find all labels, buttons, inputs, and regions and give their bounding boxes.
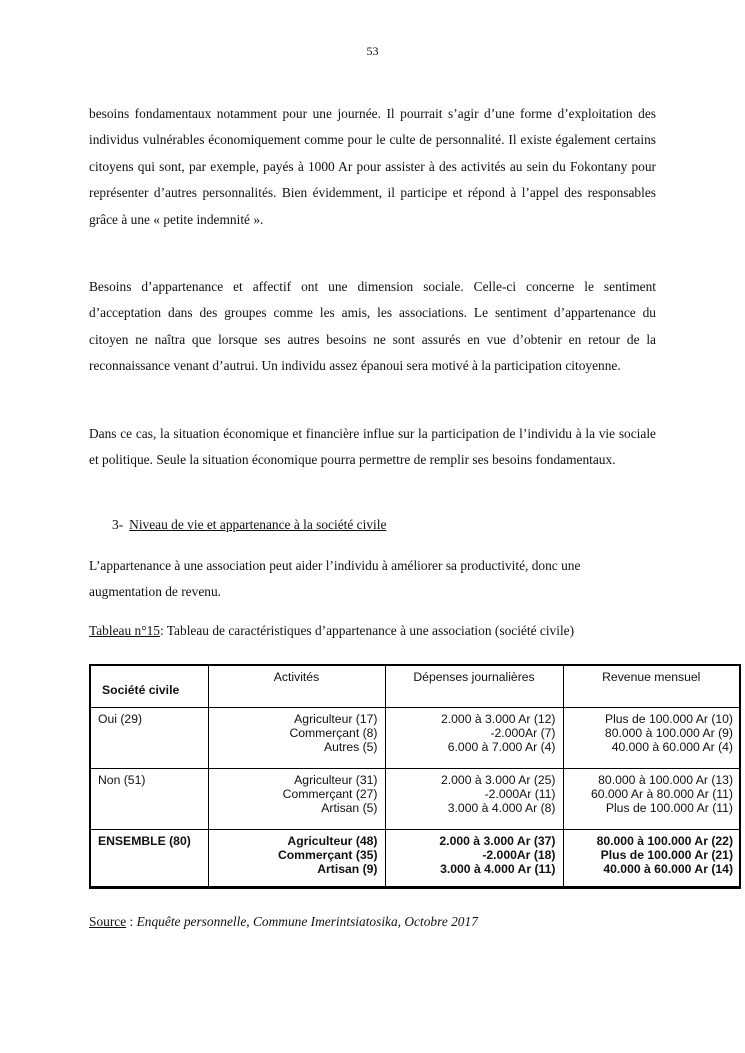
cell-group: ENSEMBLE (80): [90, 829, 208, 887]
cell-line: Agriculteur (31): [294, 772, 378, 787]
table-caption: [89, 623, 574, 639]
paragraph-basic-needs: besoins fondamentaux notamment pour une journée. Il pourrait s’agir d’une forme d’exploitation des individus vulnérables économiquement comme pour le culte de personnalité. Il existe également certains citoyens qui sont, par exemple, payés à 1000 Ar pour assister à des activités au sein du Fokontany pour représenter d’autres personnalités. Bien évidemment, il participe et répond à l’appel des responsables grâce à une « petite indemnité ».: [89, 106, 656, 227]
cell-line: Plus de 100.000 Ar (11): [605, 800, 733, 815]
table-row-oui: [90, 707, 740, 768]
cell-line: -2.000Ar (11): [484, 786, 556, 801]
paragraph-association-line-1: L’appartenance à une association peut aider l’individu à améliorer sa productivité, donc une: [89, 558, 581, 573]
table-header-row: [90, 665, 740, 707]
cell-line: Commerçant (27): [282, 786, 378, 801]
cell-depenses: [385, 707, 563, 768]
cell-revenue: [563, 829, 740, 887]
cell-line: Artisan (5): [321, 800, 378, 815]
header-societe-civile: Société civile: [90, 665, 208, 707]
table-row-ensemble: [90, 829, 740, 887]
paragraph-association-line-2: augmentation de revenu.: [89, 584, 221, 600]
civil-society-table: [89, 664, 741, 889]
cell-line: Commerçant (8): [289, 725, 378, 740]
cell-line: 40.000 à 60.000 Ar (14): [603, 861, 733, 876]
section-heading: [112, 517, 386, 533]
cell-line: -2.000Ar (18): [482, 847, 556, 862]
cell-line: 80.000 à 100.000 Ar (13): [598, 772, 733, 787]
cell-revenue: [563, 768, 740, 829]
cell-line: 6.000 à 7.000 Ar (4): [447, 739, 556, 754]
cell-line: -2.000Ar (7): [490, 725, 556, 740]
cell-line: 2.000 à 3.000 Ar (25): [440, 772, 556, 787]
cell-line: Autres (5): [323, 739, 378, 754]
header-activites: Activités: [208, 665, 385, 707]
cell-line: 40.000 à 60.000 Ar (4): [611, 739, 733, 754]
table-caption-text: : Tableau de caractéristiques d’appartenance à une association (société civile): [159, 623, 575, 638]
cell-group: Non (51): [90, 768, 208, 829]
page-number: 53: [366, 44, 379, 58]
cell-activites: [208, 829, 385, 887]
cell-group: Oui (29): [90, 707, 208, 768]
cell-line: Artisan (9): [317, 861, 378, 876]
source-label: Source: [89, 914, 127, 929]
cell-line: 2.000 à 3.000 Ar (37): [439, 833, 556, 848]
cell-depenses: [385, 829, 563, 887]
paragraph-association: [89, 553, 656, 606]
source-separator: :: [126, 914, 137, 929]
source-note: [89, 914, 478, 930]
cell-line: Plus de 100.000 Ar (21): [600, 847, 733, 862]
cell-line: 80.000 à 100.000 Ar (9): [604, 725, 733, 740]
cell-line: Plus de 100.000 Ar (10): [604, 711, 733, 726]
paragraph-belonging: Besoins d’appartenance et affectif ont une dimension sociale. Celle-ci concerne le sentiment d’acceptation dans des groupes comme les amis, les associations. Le sentiment d’appartenance du citoyen ne naîtra que lorsque ses autres besoins ne sont assurés en vue d’obtenir en retour de la reconnaissance venant d’autrui. Un individu assez épanoui sera motivé à la participation citoyenne.: [89, 279, 656, 374]
cell-line: 60.000 Ar à 80.000 Ar (11): [590, 786, 733, 801]
header-revenue: Revenue mensuel: [563, 665, 740, 707]
cell-depenses: [385, 768, 563, 829]
section-title: Niveau de vie et appartenance à la société civile: [129, 517, 387, 532]
table-caption-label: Tableau n°15: [89, 623, 160, 638]
section-number: 3-: [112, 517, 124, 532]
cell-revenue: [563, 707, 740, 768]
cell-line: 3.000 à 4.000 Ar (11): [440, 861, 556, 876]
cell-line: 2.000 à 3.000 Ar (12): [440, 711, 556, 726]
source-text: Enquête personnelle, Commune Imerintsiatosika, Octobre 2017: [136, 914, 478, 929]
paragraph-economic-situation: Dans ce cas, la situation économique et financière influe sur la participation de l’individu à la vie sociale et politique. Seule la situation économique pourra permettre de remplir ses besoins fondamentaux.: [89, 426, 656, 468]
cell-line: Agriculteur (17): [294, 711, 378, 726]
header-depenses: Dépenses journalières: [385, 665, 563, 707]
cell-line: 3.000 à 4.000 Ar (8): [447, 800, 556, 815]
cell-line: 80.000 à 100.000 Ar (22): [596, 833, 733, 848]
table-row-non: [90, 768, 740, 829]
cell-activites: [208, 707, 385, 768]
cell-line: Commerçant (35): [277, 847, 378, 862]
cell-line: Agriculteur (48): [287, 833, 378, 848]
cell-activites: [208, 768, 385, 829]
